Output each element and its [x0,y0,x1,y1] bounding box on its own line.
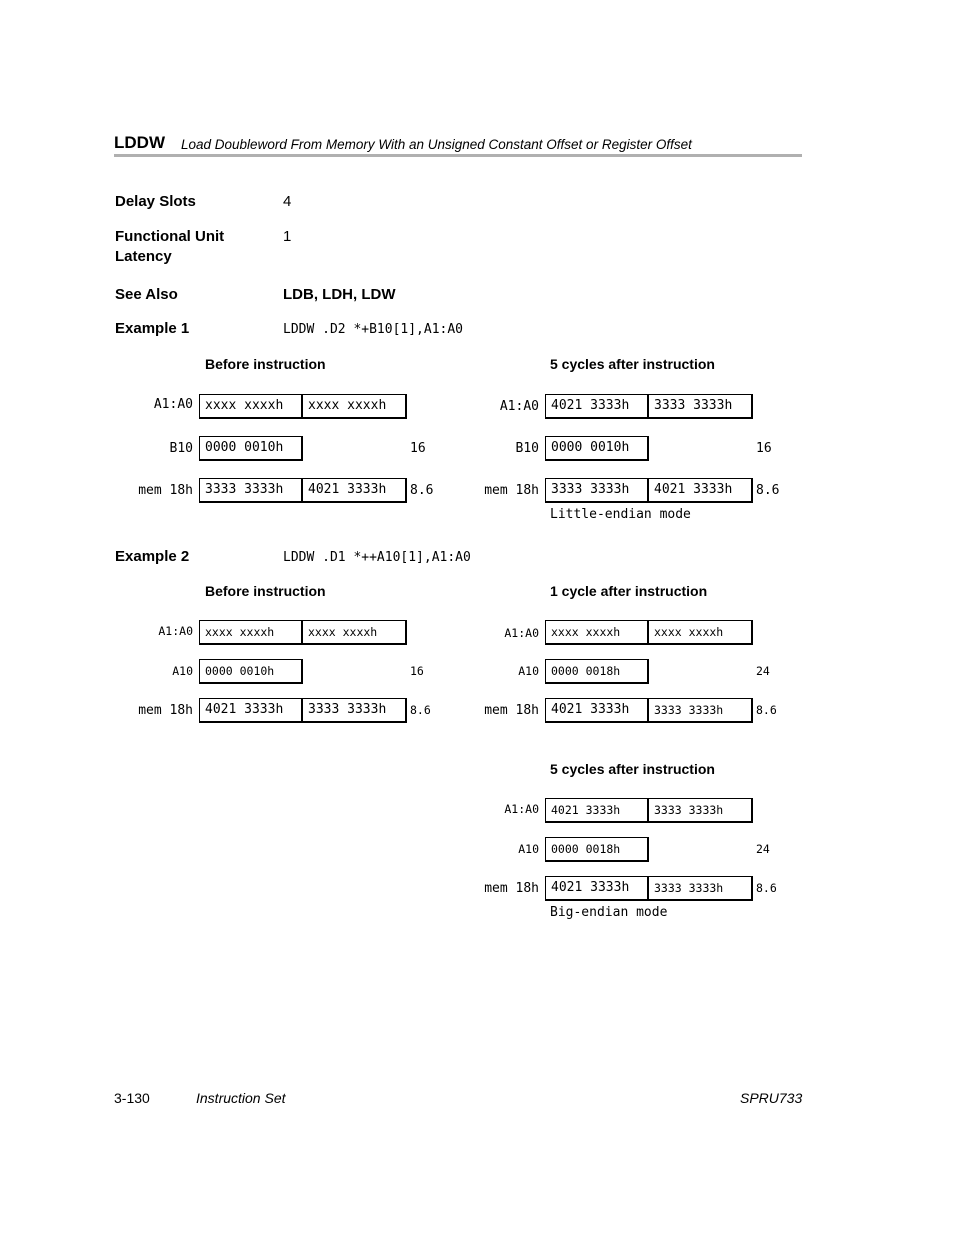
ex1-endian-caption: Little-endian mode [550,507,691,522]
ex1-before-note-mem: 8.6 [410,483,434,498]
ex2-before-cell-a10: 0000 0010h [199,659,303,684]
ex2-after1-note-a10: 24 [756,664,770,678]
ex1-before-cell-mem-hi: 4021 3333h [303,478,407,503]
ex1-after-cell-a0: 3333 3333h [649,394,753,419]
footer-section: Instruction Set [196,1090,286,1106]
ex1-after-reg-label-b10: B10 [515,441,539,456]
ex2-after1-reg-label-a10: A10 [518,664,539,678]
ex1-after-note-mem: 8.6 [756,483,780,498]
ex2-after1-reg-label-mem: mem 18h [484,703,539,718]
field-value-functional-unit-latency: 1 [283,228,292,245]
ex1-before-reg-label-a1a0: A1:A0 [153,397,193,412]
ex1-after-cell-a1: 4021 3333h [545,394,649,419]
ex1-after-reg-label-mem: mem 18h [484,483,539,498]
footer-doc-id: SPRU733 [740,1090,803,1106]
ex2-before-reg-label-a1a0: A1:A0 [158,624,193,638]
ex1-before-note-b10: 16 [410,441,426,456]
ex1-before-reg-label-b10: B10 [169,441,193,456]
ex1-before-reg-label-mem: mem 18h [138,483,193,498]
ex2-after1-title: 1 cycle after instruction [550,583,708,599]
ex1-after-cell-mem-hi: 4021 3333h [649,478,753,503]
ex2-after5-cell-mem-lo: 4021 3333h [545,876,649,901]
ex2-before-reg-label-mem: mem 18h [138,703,193,718]
field-value-delay-slots: 4 [283,193,292,210]
ex2-before-title: Before instruction [205,583,326,599]
ex2-after1-cell-a0: xxxx xxxxh [649,620,753,645]
ex2-after5-reg-label-mem: mem 18h [484,881,539,896]
ex2-before-reg-label-a10: A10 [172,664,193,678]
ex2-after1-note-mem: 8.6 [756,703,777,717]
ex2-after1-cell-mem-lo: 4021 3333h [545,698,649,723]
field-label-functional-unit: Functional Unit [115,228,225,245]
ex2-before-cell-a0: xxxx xxxxh [303,620,407,645]
example-2-label: Example 2 [115,548,190,565]
field-label-delay-slots: Delay Slots [115,193,196,210]
ex1-before-cell-b10: 0000 0010h [199,436,303,461]
ex1-after-title: 5 cycles after instruction [550,356,715,372]
ex1-after-note-b10: 16 [756,441,772,456]
ex2-before-cell-mem-lo: 4021 3333h [199,698,303,723]
ex2-after5-cell-a10: 0000 0018h [545,837,649,862]
ex1-before-cell-a0: xxxx xxxxh [303,394,407,419]
ex2-after5-reg-label-a1a0: A1:A0 [504,802,539,816]
ex2-after1-cell-a10: 0000 0018h [545,659,649,684]
ex2-after1-cell-mem-hi: 3333 3333h [649,698,753,723]
ex2-endian-caption: Big-endian mode [550,905,668,920]
ex1-before-cell-a1: xxxx xxxxh [199,394,303,419]
example-1-code: LDDW .D2 *+B10[1],A1:A0 [283,322,464,337]
ex2-before-cell-a1: xxxx xxxxh [199,620,303,645]
ex1-before-cell-mem-lo: 3333 3333h [199,478,303,503]
ex2-after5-cell-a0: 3333 3333h [649,798,753,823]
field-value-see-also: LDB, LDH, LDW [283,286,396,303]
ex1-before-title: Before instruction [205,356,326,372]
ex2-before-note-mem: 8.6 [410,703,431,717]
instruction-mnemonic: LDDW [114,133,165,152]
page-title: Load Doubleword From Memory With an Unsigned Constant Offset or Register Offset [181,137,692,152]
field-label-latency: Latency [115,248,172,265]
ex2-after5-title: 5 cycles after instruction [550,761,715,777]
ex2-before-note-a10: 16 [410,664,424,678]
ex1-after-cell-mem-lo: 3333 3333h [545,478,649,503]
header-divider [114,154,802,157]
ex2-before-cell-mem-hi: 3333 3333h [303,698,407,723]
ex1-after-reg-label-a1a0: A1:A0 [499,399,539,414]
ex2-after5-note-a10: 24 [756,842,770,856]
ex2-after5-cell-mem-hi: 3333 3333h [649,876,753,901]
ex1-after-cell-b10: 0000 0010h [545,436,649,461]
field-label-see-also: See Also [115,286,178,303]
ex2-after5-cell-a1: 4021 3333h [545,798,649,823]
ex2-after5-reg-label-a10: A10 [518,842,539,856]
example-1-label: Example 1 [115,320,190,337]
ex2-after1-cell-a1: xxxx xxxxh [545,620,649,645]
ex2-after5-note-mem: 8.6 [756,881,777,895]
footer-page-number: 3-130 [114,1090,150,1106]
example-2-code: LDDW .D1 *++A10[1],A1:A0 [283,550,471,565]
ex2-after1-reg-label-a1a0: A1:A0 [504,626,539,640]
